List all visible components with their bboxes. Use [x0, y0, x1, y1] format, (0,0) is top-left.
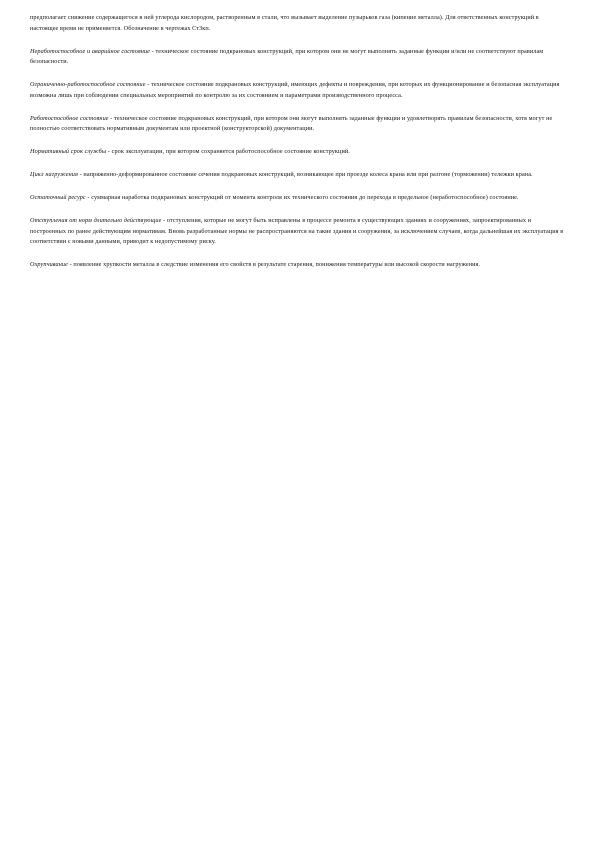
- definition-text: - техническое состояние подкрановых конструкций, имеющих дефекты и повреждения, при которых их функционирование и безопасная эксплуатация возможна лишь при соблюдении специальных мероприятий по контролю за их состоянием и параметрами производственного процесса.: [30, 81, 560, 99]
- definition-paragraph-working-state: [30, 114, 565, 135]
- definition-term: Неработоспособное и аварийное состояние: [30, 47, 151, 55]
- definition-paragraph-long-term-deviations: [30, 216, 565, 248]
- definition-term: Остаточный ресурс: [30, 194, 86, 202]
- definition-paragraph-embrittlement: [30, 260, 565, 271]
- definition-text: - напряженно-деформированное состояние сечения подкрановых конструкций, возникающее при проезде колеса крана или при разгоне (торможении) тележки крана.: [77, 171, 533, 179]
- definition-paragraph-service-life: [30, 147, 565, 158]
- definition-paragraph-residual-resource: [30, 193, 565, 204]
- definition-text: - суммарная наработка подкрановых конструкций от момента контроля их технического состояния до перехода в предельное (неработоспособное) состояние.: [85, 194, 519, 202]
- definition-text: - техническое состояние подкрановых конструкций, при котором они не могут выполнять заданные функции и/или не соответствуют правилам безопасности.: [30, 47, 544, 66]
- definition-term: Нормативный срок службы: [30, 148, 107, 156]
- definition-text: - техническое состояние подкрановых конструкций, при котором они могут выполнять заданные функции и удовлетворять правилам безопасности, хотя могут не полностью соответствовать нормативным документам или проектной (конструкторской) документации.: [30, 114, 553, 133]
- definition-term: Отступления от норм длительно действующие: [30, 217, 162, 225]
- definition-term: Охрупчивание: [30, 261, 68, 269]
- definition-term: Ограниченно-работоспособное состояние: [30, 81, 146, 89]
- document-body: [30, 13, 565, 283]
- definition-term: Работоспособное состояние: [30, 114, 109, 122]
- intro-paragraph: предполагает снижение содержащегося в ней углерода кислородом, растворенным в стали, что вызывает выделение пузырьков газа (кипение металла). Для ответственных конструкций в настоящее время не применяется. Обозначение в чертежах СтЗкп.: [30, 14, 539, 32]
- definition-paragraph-nonworking-state: [30, 47, 565, 68]
- definition-term: Цикл нагружения: [30, 171, 78, 179]
- definition-paragraph-limited-working-state: [30, 80, 565, 101]
- definition-text: - появление хрупкости металла в следствие изменения его свойств в результате старения, понижения температуры или высокой скорости нагружения.: [67, 261, 481, 269]
- definition-text: - отступления, которые не могут быть исправлены в процессе ремонта в существующих зданиях и сооружениях, запроектированных и построенных по ранее действующим нормативам. Вновь разработанные нормы не распространяются на такие здания и сооружения, за исключением случаев, когда дальнейшая их эксплуатация в соответствии с новыми данными, приводит к недопустимому риску.: [30, 217, 564, 246]
- definition-paragraph-load-cycle: [30, 170, 565, 181]
- definition-text: - срок эксплуатации, при котором сохраняется работоспособное состояние конструкций.: [106, 148, 350, 156]
